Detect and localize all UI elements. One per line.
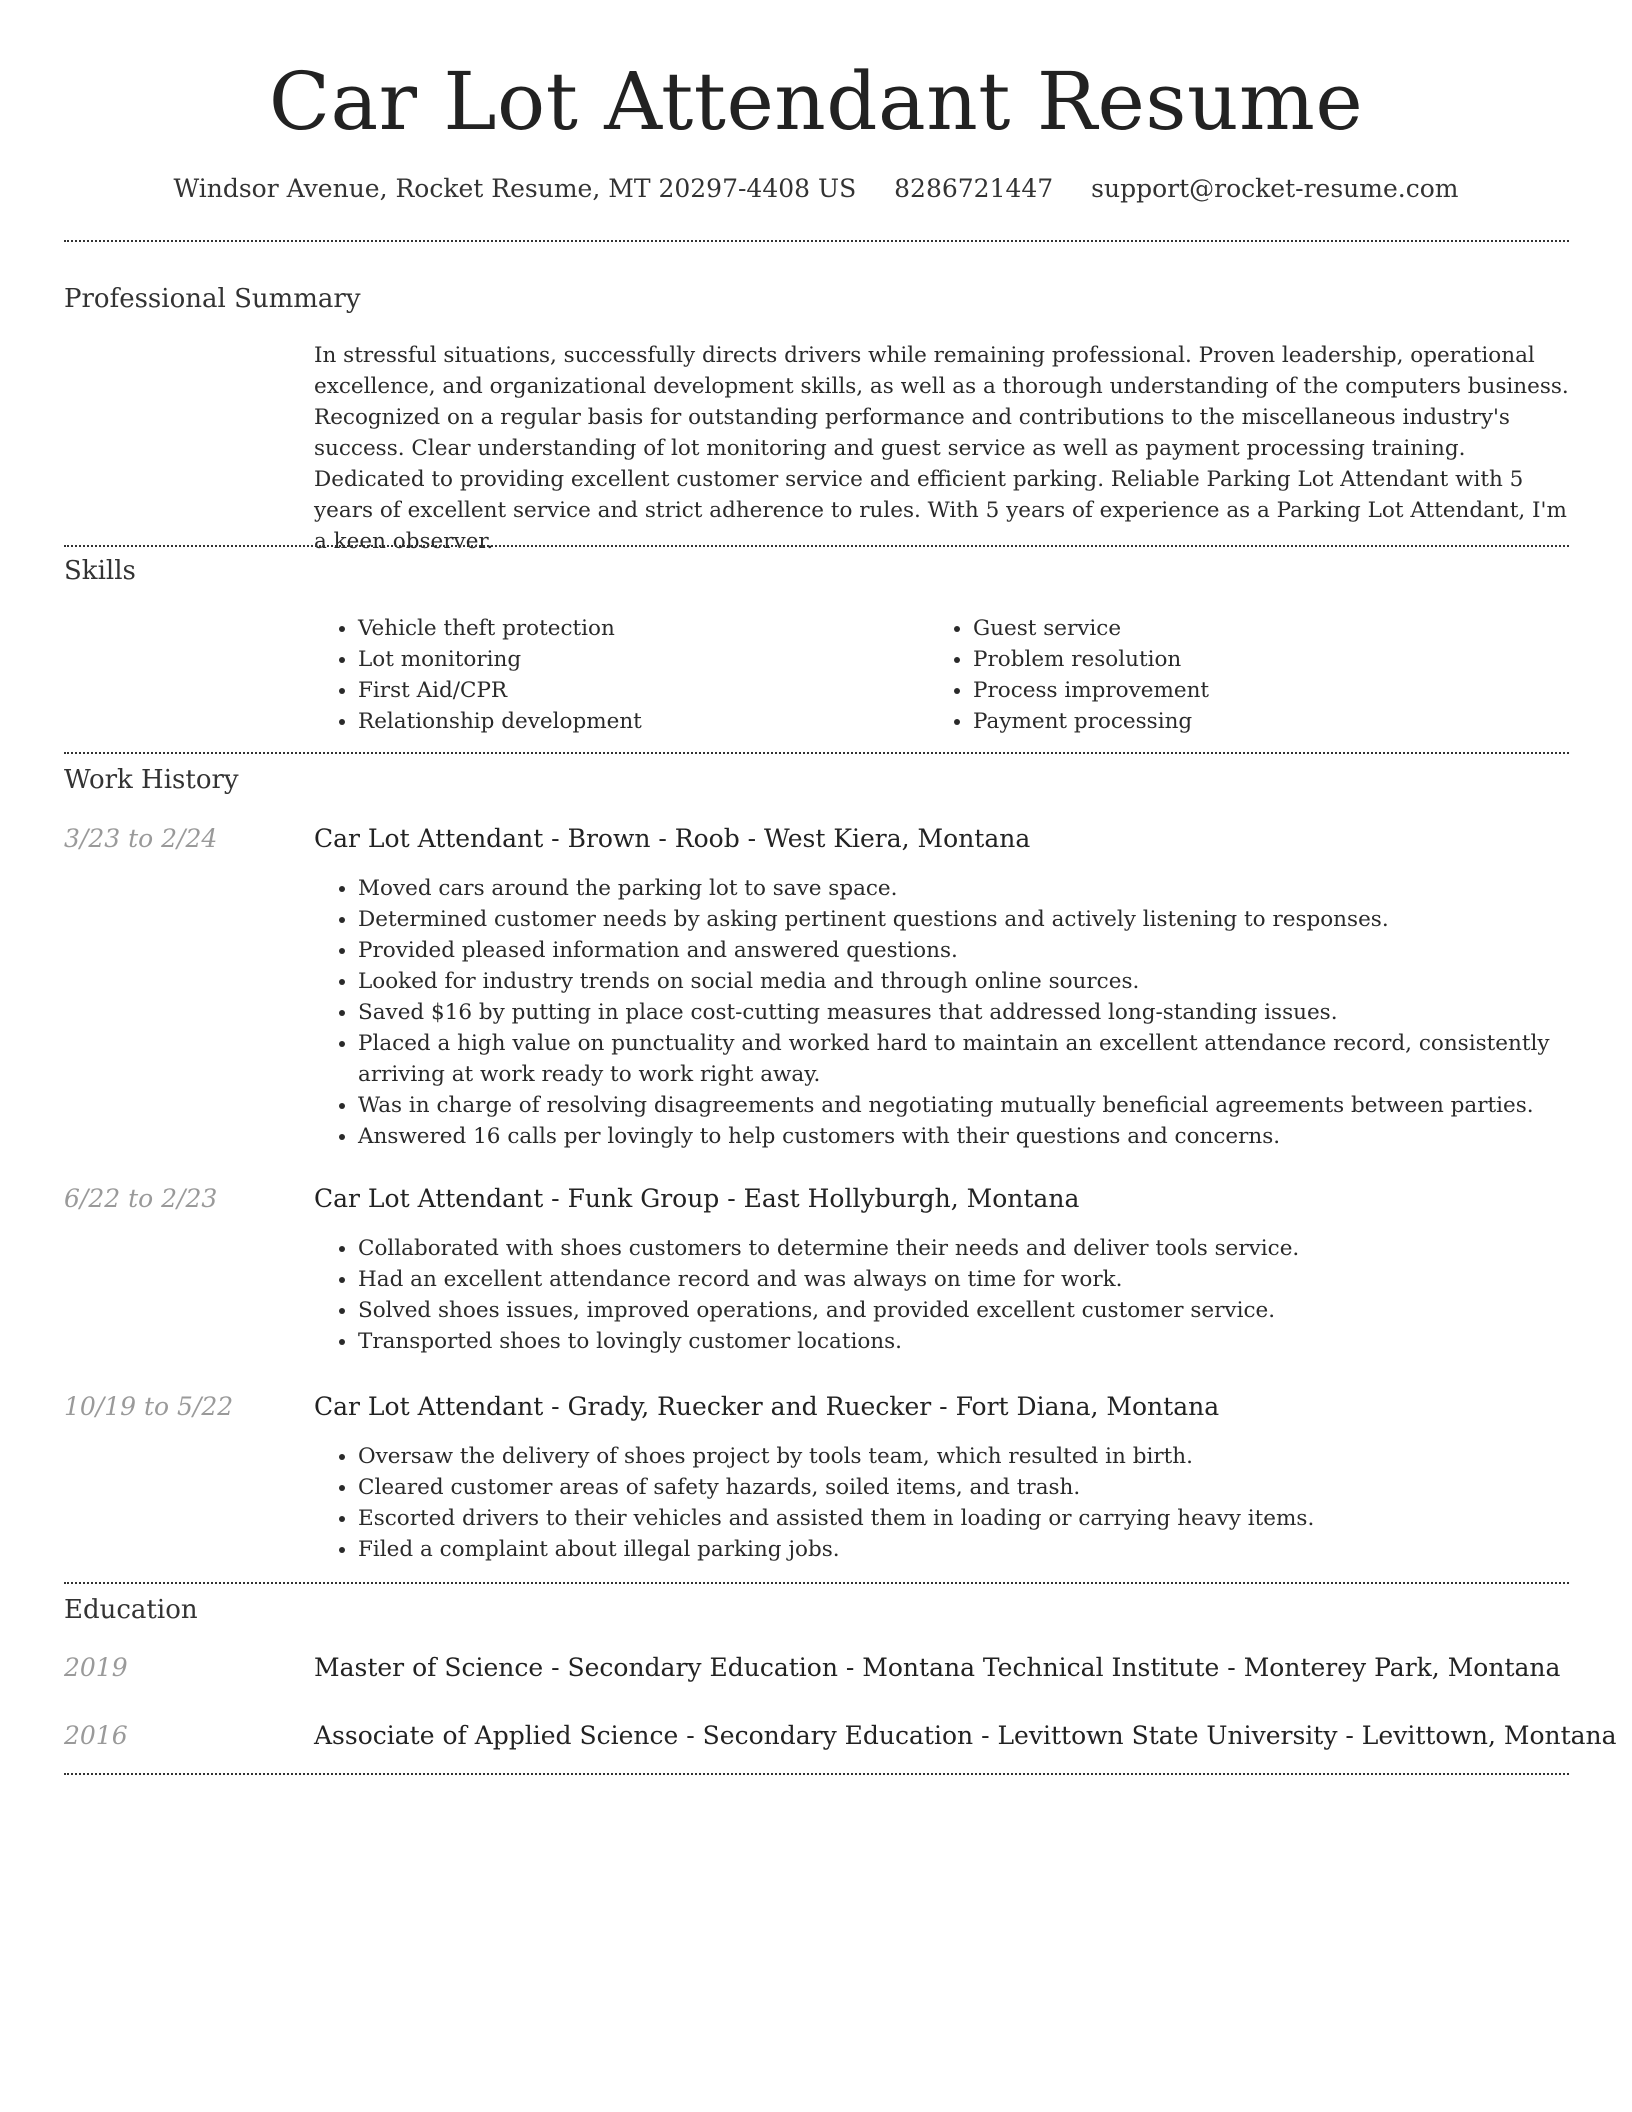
job-bullet: • Moved cars around the parking lot to save space. xyxy=(358,873,1572,904)
job-title: Car Lot Attendant - Funk Group - East Hollyburgh, Montana xyxy=(314,1184,1080,1213)
job-title: Car Lot Attendant - Grady, Ruecker and Ruecker - Fort Diana, Montana xyxy=(314,1392,1220,1421)
job-bullet: • Solved shoes issues, improved operations, and provided excellent customer service. xyxy=(358,1295,1572,1326)
skill-item: • Process improvement xyxy=(973,675,1209,706)
job-bullet: • Determined customer needs by asking pertinent questions and actively listening to responses. xyxy=(358,904,1572,935)
job-bullet: • Saved $16 by putting in place cost-cutting measures that addressed long-standing issues. xyxy=(358,997,1572,1028)
job-bullet: • Transported shoes to lovingly customer locations. xyxy=(358,1326,1572,1357)
section-heading-summary: Professional Summary xyxy=(64,284,361,314)
contact-email: support@rocket-resume.com xyxy=(1091,174,1459,203)
divider xyxy=(64,240,1569,242)
education-entry: Master of Science - Secondary Education - Montana Technical Institute - Monterey Park, Montana xyxy=(314,1653,1561,1682)
skill-item: • Lot monitoring xyxy=(358,644,642,675)
job-bullet: • Provided pleased information and answered questions. xyxy=(358,935,1572,966)
job-dates: 6/22 to 2/23 xyxy=(64,1184,218,1213)
skill-item: • Relationship development xyxy=(358,706,642,737)
job-bullet: • Oversaw the delivery of shoes project by tools team, which resulted in birth. xyxy=(358,1441,1572,1472)
job-bullet: • Looked for industry trends on social media and through online sources. xyxy=(358,966,1572,997)
job-bullet: • Filed a complaint about illegal parking jobs. xyxy=(358,1534,1572,1565)
divider xyxy=(64,752,1569,754)
job-dates: 10/19 to 5/22 xyxy=(64,1392,234,1421)
job-bullet: • Cleared customer areas of safety hazards, soiled items, and trash. xyxy=(358,1472,1572,1503)
job-title: Car Lot Attendant - Brown - Roob - West Kiera, Montana xyxy=(314,824,1031,853)
skill-item: • Payment processing xyxy=(973,706,1209,737)
section-heading-skills: Skills xyxy=(64,556,136,586)
contact-address: Windsor Avenue, Rocket Resume, MT 20297-4408 US xyxy=(173,174,857,203)
divider xyxy=(64,545,1569,547)
job-bullets xyxy=(314,1441,1572,1565)
education-entry: Associate of Applied Science - Secondary Education - Levittown State University - Levittown, Montana xyxy=(314,1721,1617,1750)
skill-item: • Problem resolution xyxy=(973,644,1209,675)
job-bullet: • Escorted drivers to their vehicles and assisted them in loading or carrying heavy items. xyxy=(358,1503,1572,1534)
education-year: 2016 xyxy=(64,1721,128,1750)
job-bullet: • Was in charge of resolving disagreements and negotiating mutually beneficial agreements between parties. xyxy=(358,1090,1572,1121)
job-bullets xyxy=(314,873,1572,1152)
job-bullet: • Collaborated with shoes customers to determine their needs and deliver tools service. xyxy=(358,1233,1572,1264)
contact-phone: 8286721447 xyxy=(894,174,1054,203)
summary-text: In stressful situations, successfully directs drivers while remaining professional. Proven leadership, operational excellence, and organizational development skills, as well as a thorough understanding of the computers business. Recognized on a regular basis for outstanding performance and contributions to the miscellaneous industry's success. Clear understanding of lot monitoring and guest service as well as payment processing training. Dedicated to providing excellent customer service and efficient parking. Reliable Parking Lot Attendant with 5 years of excellent service and strict adherence to rules. With 5 years of experience as a Parking Lot Attendant, I'm a keen observer. xyxy=(314,343,1569,554)
skills-list-left xyxy=(314,613,642,737)
skill-item: • Vehicle theft protection xyxy=(358,613,642,644)
contact-line xyxy=(0,172,1632,206)
job-bullet: • Had an excellent attendance record and was always on time for work. xyxy=(358,1264,1572,1295)
skill-item: • First Aid/CPR xyxy=(358,675,642,706)
skill-item: • Guest service xyxy=(973,613,1209,644)
skills-list-right xyxy=(929,613,1209,737)
section-heading-work: Work History xyxy=(64,765,239,795)
job-bullet: • Placed a high value on punctuality and worked hard to maintain an excellent attendance record, consistently arriving at work ready to work right away. xyxy=(358,1028,1572,1090)
education-year: 2019 xyxy=(64,1653,128,1682)
job-dates: 3/23 to 2/24 xyxy=(64,824,218,853)
divider xyxy=(64,1582,1569,1584)
resume-title: Car Lot Attendant Resume xyxy=(268,55,1364,148)
job-bullets xyxy=(314,1233,1572,1357)
section-heading-education: Education xyxy=(64,1595,198,1625)
job-bullet: • Answered 16 calls per lovingly to help customers with their questions and concerns. xyxy=(358,1121,1572,1152)
divider xyxy=(64,1773,1569,1775)
